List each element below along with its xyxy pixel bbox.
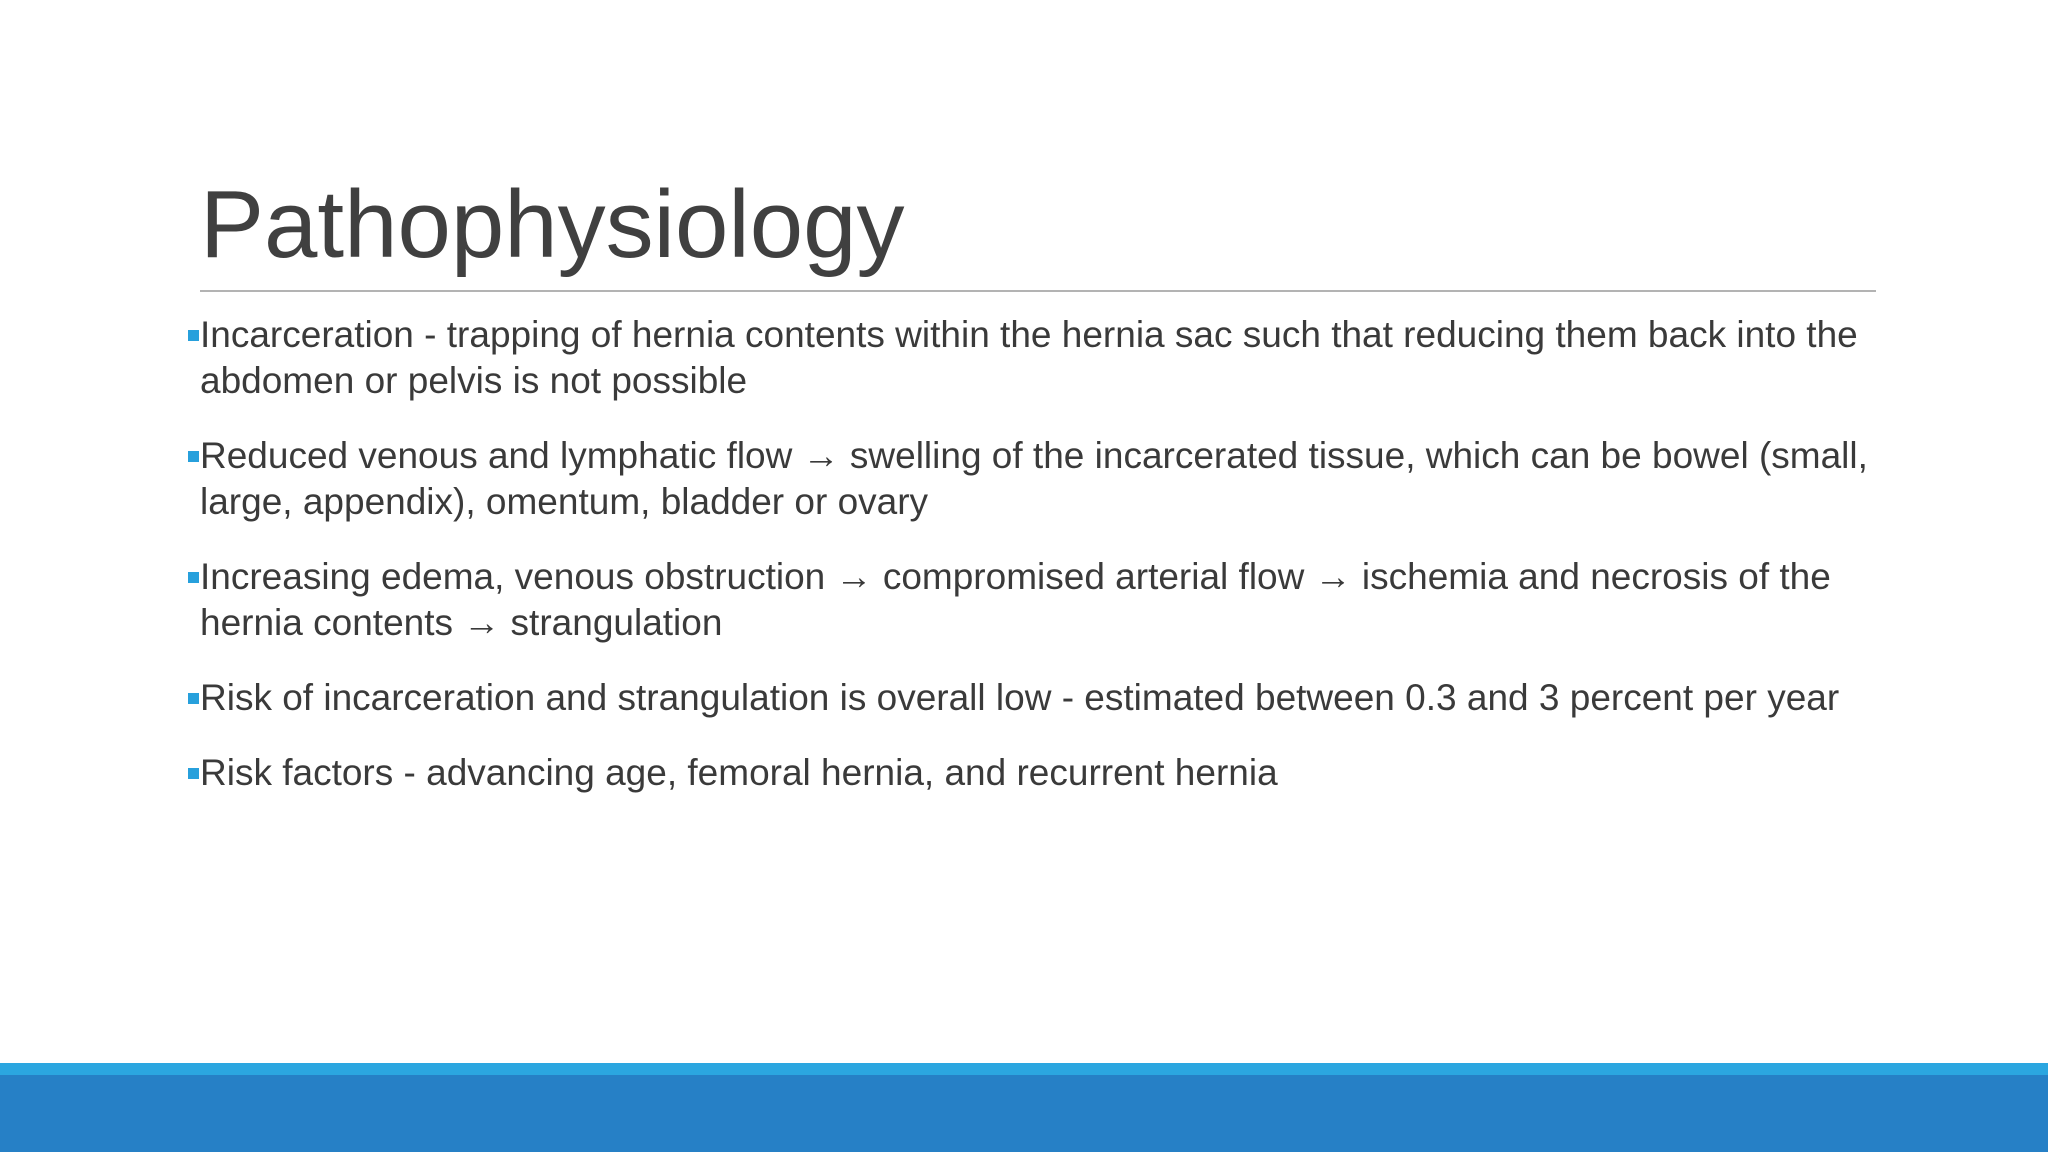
bullet-text: Risk factors - advancing age, femoral hernia, and recurrent hernia — [200, 752, 1278, 793]
bullet-text: Increasing edema, venous obstruction → compromised arterial flow → ischemia and necrosis of the hernia contents → strangulation — [200, 556, 1831, 643]
bullet-list — [186, 312, 1886, 825]
bullet-item-risk — [186, 675, 1886, 721]
bullet-text: Reduced venous and lymphatic flow → swelling of the incarcerated tissue, which can be bowel (small, large, appendix), omentum, bladder or ovary — [200, 435, 1868, 522]
square-bullet-icon — [188, 693, 199, 704]
bullet-item-incarceration — [186, 312, 1886, 404]
footer-band — [0, 1075, 2048, 1152]
bullet-text: Risk of incarceration and strangulation is overall low - estimated between 0.3 and 3 percent per year — [200, 677, 1840, 718]
title-divider — [200, 290, 1876, 292]
footer-accent-stripe — [0, 1063, 2048, 1075]
bullet-item-edema — [186, 554, 1886, 646]
square-bullet-icon — [188, 451, 199, 462]
bullet-item-reduced-flow — [186, 433, 1886, 525]
square-bullet-icon — [188, 330, 199, 341]
square-bullet-icon — [188, 768, 199, 779]
slide-title: Pathophysiology — [200, 171, 905, 278]
bullet-text: Incarceration - trapping of hernia contents within the hernia sac such that reducing them back into the abdomen or pelvis is not possible — [200, 314, 1858, 401]
square-bullet-icon — [188, 572, 199, 583]
bullet-item-risk-factors — [186, 750, 1886, 796]
